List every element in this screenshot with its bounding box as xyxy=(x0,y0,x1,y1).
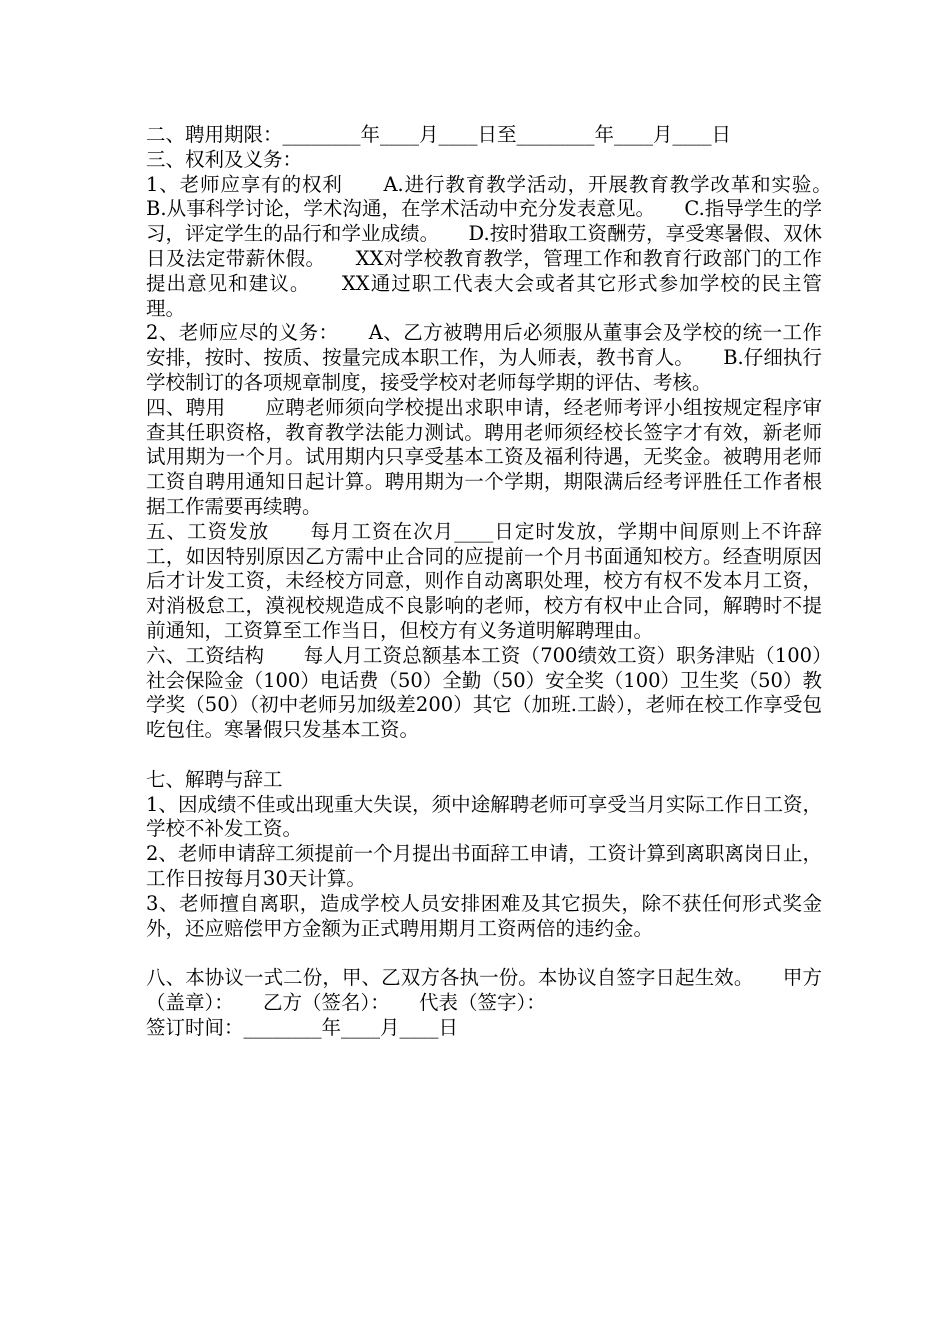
teacher-rights: 1、老师应享有的权利 A.进行教育教学活动，开展教育教学改革和实验。 B.从事科学讨论，学术沟通，在学术活动中充分发表意见。 C.指导学生的学习，评定学生的品行和学业成绩。 D.按时猎取工资酬劳，享受寒暑假、双休日及法定带薪休假。 XX对学校教育教学，管理工作和教育行政部门的工作提出意见和建议。 XX通过职工代表大会或者其它形式参加学校的民主管理。 xyxy=(146,172,862,320)
salary-structure-section: 六、工资结构 每人月工资总额基本工资（700绩效工资）职务津贴（100）社会保险金（100）电话费（50）全勤（50）安全奖（100）卫生奖（50）教学奖（50）（初中老师另加级差200）其它（加班.工龄），老师在校工作享受包吃包住。寒暑假只发基本工资。 xyxy=(146,643,822,742)
salary-payment-section: 五、工资发放 每月工资在次月____日定时发放，学期中间原则上不许辞工，如因特别原因乙方需中止合同的应提前一个月书面通知校方。经查明原因后才计发工资，未经校方同意，则作自动离职处理，校方有权不发本月工资，对消极怠工，漠视校规造成不良影响的老师，校方有权中止合同，解聘时不提前通知，工资算至工作当日，但校方有义务道明解聘理由。 xyxy=(146,519,822,642)
paragraph-gap xyxy=(146,743,822,768)
dismissal-heading: 七、解聘与辞工 xyxy=(146,767,283,791)
dismissal-item-2: 2、老师申请辞工须提前一个月提出书面辞工申请，工资计算到离职离岗日止，工作日按每月30天计算。 xyxy=(146,842,822,890)
signing-date: 签订时间：________年____月____日 xyxy=(146,1015,459,1039)
term-of-employment: 二、聘用期限：________年____月____日至________年____月____日 xyxy=(146,123,732,146)
dismissal-item-1: 1、因成绩不佳或出现重大失误，须中途解聘老师可享受当月实际工作日工资，学校不补发工资。 xyxy=(146,792,822,841)
employment-section: 四、聘用 应聘老师须向学校提出求职申请，经老师考评小组按规定程序审查其任职资格，教育教学法能力测试。聘用老师须经校长签字才有效，新老师试用期为一个月。试用期内只享受基本工资及福利待遇，无奖金。被聘用老师工资自聘用通知日起计算。聘用期为一个学期，期限满后经考评胜任工作者根据工作需要再续聘。 xyxy=(146,395,822,518)
contract-body xyxy=(146,123,862,1040)
dismissal-item-3: 3、老师擅自离职，造成学校人员安排困难及其它损失，除不获任何形式奖金外，还应赔偿甲方金额为正式聘用期月工资两倍的违约金。 xyxy=(146,891,822,940)
agreement-copies-signatures: 八、本协议一式二份，甲、乙双方各执一份。本协议自签字日起生效。 甲方（盖章）： 乙方（签名）： 代表（签字）： xyxy=(146,966,822,1014)
rights-duties-heading: 三、权利及义务： xyxy=(146,147,303,171)
teacher-duties: 2、老师应尽的义务： A、乙方被聘用后必须服从董事会及学校的统一工作安排，按时、按质、按量完成本职工作，为人师表，教书育人。 B.仔细执行学校制订的各项规章制度，接受学校对老师每学期的评估、考核。 xyxy=(146,321,822,394)
paragraph-gap xyxy=(146,941,822,966)
